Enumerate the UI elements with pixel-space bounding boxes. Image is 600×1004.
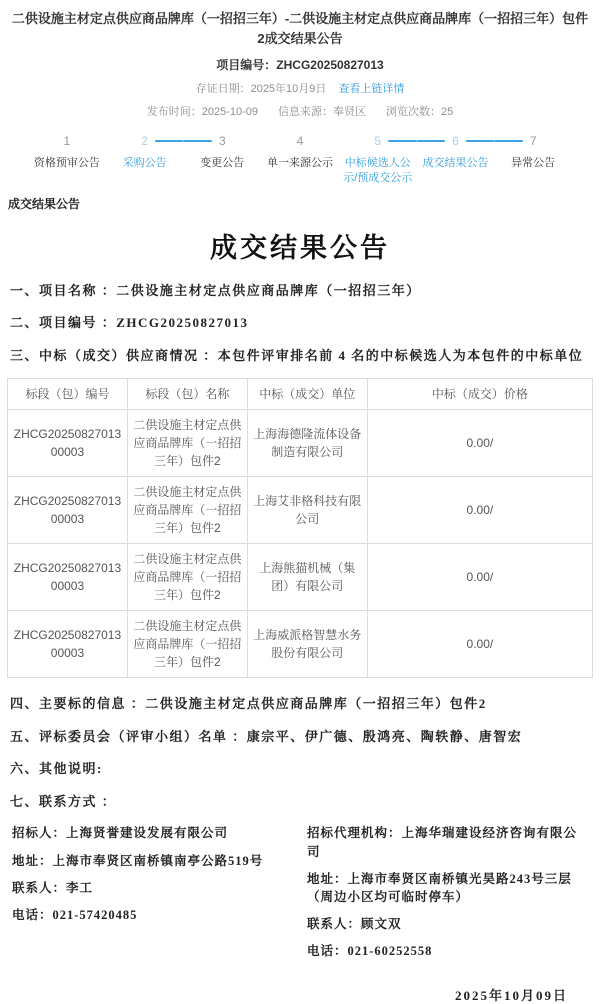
announcement-body — [0, 226, 600, 1004]
cert-date-value: 2025年10月9日 — [250, 83, 327, 96]
cell-price: 0.00/ — [367, 410, 592, 477]
col-header-winner: 中标（成交）单位 — [247, 379, 367, 410]
cell-price: 0.00/ — [367, 544, 592, 611]
step-label: 单一来源公示 — [267, 157, 334, 170]
step-number: 5 — [374, 134, 382, 149]
tenderer-name: 招标人：上海贤誉建设发展有限公司 — [12, 826, 229, 841]
cell-winner: 上海海德隆流体设备制造有限公司 — [247, 410, 367, 477]
step-label[interactable]: 成交结果公告 — [422, 157, 489, 170]
cell-winner: 上海艾非格科技有限公司 — [247, 477, 367, 544]
step-number: 2 — [141, 134, 148, 149]
tenderer-person: 联系人：李工 — [12, 880, 94, 895]
item-contact-heading: 七、联系方式 ： — [10, 793, 117, 809]
item-project-number: 二、项目编号 ：ZHCG20250827013 — [10, 315, 249, 331]
table-row — [8, 410, 593, 477]
step-label[interactable]: 采购公告 — [122, 157, 167, 170]
step-single-source — [261, 135, 339, 185]
progress-steps — [28, 135, 572, 185]
cell-package-name: 二供设施主材定点供应商品牌库（一招招三年）包件2 — [127, 410, 247, 477]
cell-package-no: ZHCG2025082701300003 — [8, 544, 128, 611]
cell-package-name: 二供设施主材定点供应商品牌库（一招招三年）包件2 — [127, 477, 247, 544]
table-row — [8, 611, 593, 678]
cell-package-no: ZHCG2025082701300003 — [8, 611, 128, 678]
view-chain-detail-link[interactable]: 查看上链详情 — [338, 83, 405, 96]
project-number-label: 项目编号： — [216, 58, 277, 73]
cert-line — [0, 80, 600, 96]
publish-time: 发布时间：2025-10-09 — [146, 106, 259, 119]
col-header-price: 中标（成交）价格 — [367, 379, 592, 410]
step-label[interactable]: 中标候选人公示/预成交公示 — [343, 157, 413, 184]
current-section-label: 成交结果公告 — [8, 196, 81, 211]
step-label: 异常公告 — [511, 157, 556, 170]
step-result-announcement[interactable] — [417, 135, 495, 185]
tenderer-contact — [12, 824, 293, 969]
agency-contact — [307, 824, 588, 969]
step-procurement[interactable] — [106, 135, 184, 185]
step-number: 7 — [529, 134, 537, 149]
col-header-package-name: 标段（包）名称 — [127, 379, 247, 410]
step-number: 1 — [63, 134, 71, 149]
cell-package-no: ZHCG2025082701300003 — [8, 410, 128, 477]
agency-person: 联系人：顾文双 — [307, 916, 402, 931]
tenderer-address: 地址：上海市奉贤区南桥镇南亭公路519号 — [12, 853, 264, 868]
publish-meta-line — [0, 103, 600, 119]
cell-price: 0.00/ — [367, 477, 592, 544]
item-committee: 五、评标委员会（评审小组）名单 ：康宗平、伊广德、殷鸿亮、陶轶静、唐智宏 — [10, 728, 523, 744]
step-label: 变更公告 — [200, 157, 245, 170]
table-row — [8, 477, 593, 544]
step-number: 6 — [452, 134, 459, 149]
cert-date-label: 存证日期： — [195, 83, 251, 96]
announcement-date: 2025年10月09日 — [454, 988, 568, 1004]
agency-name: 招标代理机构：上海华瑞建设经济咨询有限公司 — [307, 826, 578, 859]
view-count: 浏览次数：25 — [386, 106, 454, 119]
cell-winner: 上海威派格智慧水务股份有限公司 — [247, 611, 367, 678]
cell-package-name: 二供设施主材定点供应商品牌库（一招招三年）包件2 — [127, 544, 247, 611]
item-other-notes: 六、其他说明: — [10, 761, 103, 777]
project-number-line — [0, 56, 600, 73]
cell-package-no: ZHCG2025082701300003 — [8, 477, 128, 544]
agency-address: 地址：上海市奉贤区南桥镇光昊路243号三层（周边小区均可临时停车） — [307, 871, 572, 904]
step-qualification — [28, 135, 106, 185]
result-table — [7, 378, 593, 678]
step-number: 4 — [296, 134, 304, 149]
page-header — [0, 0, 600, 119]
step-abnormal — [494, 135, 572, 185]
step-number: 3 — [218, 134, 226, 149]
doc-title: 成交结果公告 — [210, 232, 390, 263]
item-project-name: 一、项目名称 ：二供设施主材定点供应商品牌库（一招招三年） — [10, 282, 421, 298]
contacts-block — [12, 824, 588, 969]
item-main-subject: 四、主要标的信息 ：二供设施主材定点供应商品牌库（一招招三年）包件2 — [10, 696, 487, 712]
agency-phone: 电话：021-60252558 — [307, 944, 433, 958]
item-supplier-info: 三、中标（成交）供应商情况 ：本包件评审排名前 4 名的中标候选人为本包件的中标单位 — [10, 347, 584, 363]
table-header-row — [8, 379, 593, 410]
col-header-package-no: 标段（包）编号 — [8, 379, 128, 410]
announcement-title: 二供设施主材定点供应商品牌库（一招招三年）-二供设施主材定点供应商品牌库（一招招三年）包件2成交结果公告 — [11, 11, 589, 47]
cell-package-name: 二供设施主材定点供应商品牌库（一招招三年）包件2 — [127, 611, 247, 678]
step-label: 资格预审公告 — [33, 157, 100, 170]
table-row — [8, 544, 593, 611]
project-number-value: ZHCG20250827013 — [276, 58, 384, 73]
info-source: 信息来源：奉贤区 — [278, 106, 367, 119]
step-candidate-publicity[interactable] — [339, 135, 417, 185]
tenderer-phone: 电话：021-57420485 — [12, 907, 138, 922]
cell-winner: 上海熊猫机械（集团）有限公司 — [247, 544, 367, 611]
step-change — [183, 135, 261, 185]
cell-price: 0.00/ — [367, 611, 592, 678]
